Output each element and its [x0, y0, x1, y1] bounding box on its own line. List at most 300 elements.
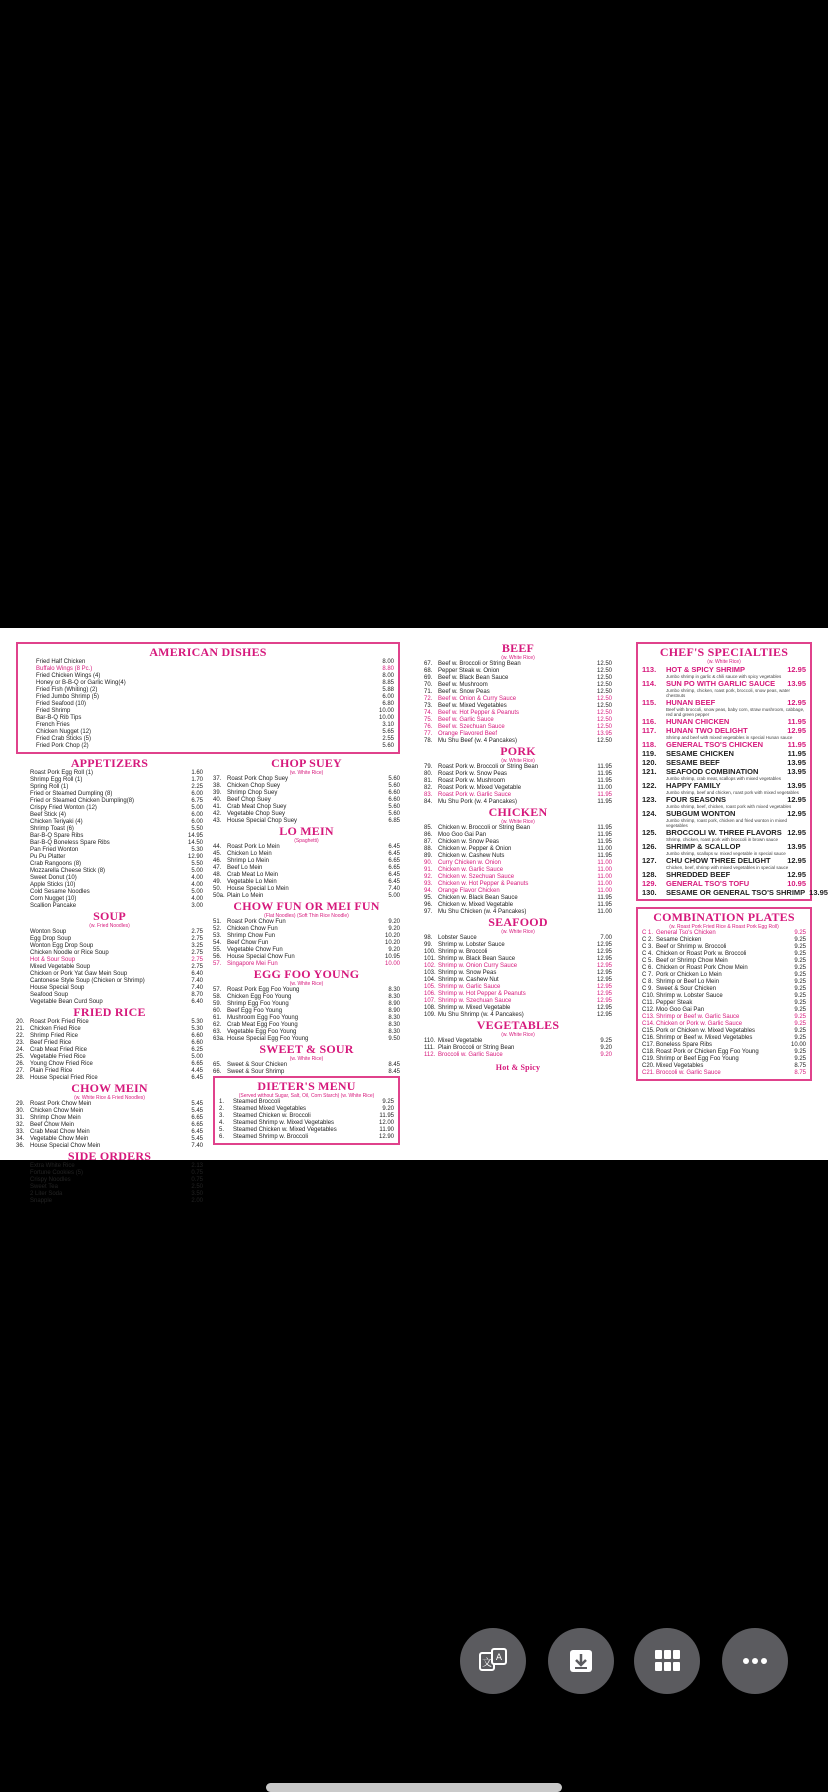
item-price: 6.00	[382, 694, 394, 700]
item-price: 5.00	[388, 893, 400, 899]
item-name: Shrimp w. Cashew Nut	[438, 977, 499, 983]
item-price: 3.00	[191, 903, 203, 909]
item-price: 6.45	[388, 844, 400, 850]
item-name: Shrimp w. Black Bean Sauce	[438, 956, 516, 962]
item-name: SUBGUM WONTON	[666, 809, 736, 818]
item-number	[22, 729, 36, 736]
item-number	[16, 978, 30, 985]
item-price: 5.60	[388, 776, 400, 782]
item-number: 55.	[213, 947, 222, 953]
item-name: Egg Drop Soup	[30, 936, 72, 942]
item-price: 6.85	[388, 818, 400, 824]
menu-item-row	[16, 1108, 203, 1115]
menu-item-row	[16, 929, 203, 936]
item-number: 118.	[642, 740, 657, 749]
item-name: Steamed Shrimp w. Broccoli	[233, 1134, 309, 1140]
item-name: Shrimp w. Lobster Sauce	[438, 942, 505, 948]
section-soup	[16, 910, 203, 1006]
item-price: 5.00	[191, 889, 203, 895]
item-name: HUNAN BEEF	[666, 698, 716, 707]
item-name: Beef Chow Fun	[227, 940, 269, 946]
menu-item-row	[22, 708, 394, 715]
item-number: C 8.	[642, 979, 654, 985]
svg-text:文: 文	[482, 1658, 492, 1669]
menu-item-row	[424, 778, 612, 785]
item-name: SESAME BEEF	[666, 758, 720, 767]
item-name: Beef Fried Rice	[30, 1040, 72, 1046]
item-price: 6.65	[191, 1061, 203, 1067]
menu-item-row	[213, 865, 400, 872]
section-american-dishes	[16, 642, 400, 754]
menu-item-row	[16, 943, 203, 950]
item-name: Cold Sesame Noodles	[30, 889, 90, 895]
item-name: Chicken or Roast Pork Chow Mein	[656, 965, 748, 971]
menu-item-row	[22, 701, 394, 708]
item-name: Mixed Vegetables	[656, 1063, 704, 1069]
item-name: Steamed Shrimp w. Mixed Vegetables	[233, 1120, 335, 1126]
menu-item-row	[424, 696, 612, 703]
item-price: 2.50	[191, 1184, 203, 1190]
item-name: Crab Meat Lo Mein	[227, 872, 279, 878]
menu-item-row	[424, 888, 612, 895]
section-title: APPETIZERS	[70, 756, 149, 770]
item-price: 8.30	[388, 987, 400, 993]
item-number: 99.	[424, 942, 433, 948]
item-name: Cantonese Style Soup (Chicken or Shrimp)	[30, 978, 145, 984]
item-number: 88.	[424, 846, 433, 852]
menu-item-row	[424, 860, 612, 867]
item-name: Chicken Egg Foo Young	[227, 994, 292, 1000]
item-number	[16, 854, 30, 861]
item-price: 5.00	[191, 805, 203, 811]
menu-item-row	[16, 868, 203, 875]
item-number: 59.	[213, 1001, 222, 1007]
item-name: Chicken or Pork w. Garlic Sauce	[656, 1021, 743, 1027]
menu-item-row	[213, 940, 400, 947]
item-name: Steamed Chicken w. Mixed Vegetables	[233, 1127, 337, 1133]
section-title: CHICKEN	[488, 805, 548, 819]
item-number: 37.	[213, 776, 222, 782]
item-name: Vegetable Fried Rice	[30, 1054, 86, 1060]
item-name: Crab Meat Chow Mein	[30, 1129, 90, 1135]
section-chicken	[424, 806, 612, 916]
item-name: Beef or Shrimp w. Broccoli	[656, 944, 727, 950]
item-name: Shrimp w. Onion Curry Sauce	[438, 963, 518, 969]
item-name: Shrimp or Beef w. Mixed Vegetables	[656, 1035, 753, 1041]
item-price: 9.20	[600, 1045, 612, 1051]
item-price: 6.60	[388, 797, 400, 803]
menu-item-row	[642, 679, 806, 688]
item-price: 12.95	[596, 956, 612, 962]
item-price: 3.25	[191, 943, 203, 949]
item-name: Vegetable Lo Mein	[227, 879, 277, 885]
item-name: Vegetable Chow Fun	[227, 947, 283, 953]
more-icon	[739, 1645, 771, 1677]
item-price: 12.50	[596, 668, 612, 674]
item-number: C18.	[642, 1049, 655, 1055]
menu-item-row	[642, 930, 806, 937]
item-price: 6.45	[388, 851, 400, 857]
menu-item-row	[642, 1000, 806, 1007]
menu-item-row	[642, 740, 806, 749]
item-number	[22, 666, 36, 673]
item-number: 73.	[424, 703, 433, 709]
item-name: Chicken Chow Fun	[227, 926, 278, 932]
item-price: 2.75	[191, 950, 203, 956]
item-price: 12.95	[787, 870, 806, 879]
item-name: Chicken w. Szechuan Sauce	[438, 874, 515, 880]
menu-item-row	[16, 819, 203, 826]
item-price: 5.45	[191, 1101, 203, 1107]
item-number: 78.	[424, 738, 433, 744]
item-name: Chicken Chow Mein	[30, 1108, 84, 1114]
item-name: Sweet & Sour Chicken	[227, 1062, 288, 1068]
item-price: 6.45	[388, 872, 400, 878]
menu-item-row	[213, 987, 400, 994]
item-number	[16, 812, 30, 819]
item-name: Sesame Chicken	[656, 937, 702, 943]
item-name: Roast Pork Egg Roll (1)	[30, 770, 94, 776]
item-number	[16, 840, 30, 847]
item-price: 12.95	[787, 828, 806, 837]
item-number: 60.	[213, 1008, 222, 1014]
item-price: 12.50	[596, 738, 612, 744]
item-number: 3.	[219, 1113, 225, 1119]
item-price: 11.00	[597, 888, 612, 894]
section-seafood	[424, 916, 612, 1019]
item-name: Bar-B-Q Spare Ribs	[30, 833, 84, 839]
item-number: 28.	[16, 1075, 25, 1081]
menu-item-row	[424, 731, 612, 738]
item-number: C 4.	[642, 951, 654, 957]
menu-item-row	[16, 1122, 203, 1129]
item-name: Beef w. Snow Peas	[438, 689, 490, 695]
item-number	[16, 882, 30, 889]
item-price: 7.40	[191, 1143, 203, 1149]
item-price: 2.25	[191, 784, 203, 790]
item-description: Shrimp, chicken, roast pork with broccoli in brown sauce	[666, 837, 779, 842]
item-name: Shrimp or Beef Egg Foo Young	[656, 1056, 739, 1062]
item-description: Jumbo shrimp, roast pork, chicken and fried wonton in mixed vegetables	[666, 818, 788, 828]
item-price: 11.00	[597, 846, 612, 852]
item-name: Curry Chicken w. Onion	[438, 860, 502, 866]
item-name: Mu Shu Pork (w. 4 Pancakes)	[438, 799, 518, 805]
download-icon	[565, 1645, 597, 1677]
menu-item-row	[424, 785, 612, 792]
item-number: 75.	[424, 717, 433, 723]
item-description: Jumbo shrimp, scallops w. mixed vegetable in special sauce	[666, 851, 786, 856]
item-name: Mu Shu Shrimp (w. 4 Pancakes)	[438, 1012, 524, 1018]
menu-item-row	[16, 812, 203, 819]
item-number	[16, 784, 30, 791]
download-button[interactable]	[548, 1628, 614, 1694]
item-price: 0.75	[191, 1177, 203, 1183]
item-number: 47.	[213, 865, 222, 871]
item-name: SHRIMP & SCALLOP	[666, 842, 741, 851]
item-name: Chicken w. Black Bean Sauce	[438, 895, 518, 901]
item-number: 62.	[213, 1022, 222, 1028]
item-number: 128.	[642, 870, 657, 879]
menu-item-row	[213, 811, 400, 818]
item-number: 33.	[16, 1129, 25, 1135]
menu-item-row	[642, 972, 806, 979]
item-name: Chicken Nugget (12)	[36, 729, 92, 735]
item-number	[22, 659, 36, 666]
menu-item-row	[213, 1069, 400, 1076]
section-beef	[424, 642, 612, 745]
item-price: 12.95	[596, 1012, 612, 1018]
translate-button[interactable]	[460, 1628, 526, 1694]
item-name: House Special Lo Mein	[227, 886, 289, 892]
item-number: 69.	[424, 675, 433, 681]
menu-item-row	[424, 703, 612, 710]
item-number: 57.	[213, 961, 222, 967]
item-name: Shrimp w. Snow Peas	[438, 970, 497, 976]
item-price: 5.60	[382, 743, 394, 749]
menu-item-row	[22, 722, 394, 729]
item-name: Beef w. Mushroom	[438, 682, 488, 688]
item-number	[16, 950, 30, 957]
item-price: 6.00	[191, 819, 203, 825]
item-name: Chicken Fried Rice	[30, 1026, 81, 1032]
section-subtitle: (w. White Rice)	[501, 819, 535, 825]
section-subtitle: (Flat Noodles) (Soft Thin Rice Noodle)	[264, 913, 349, 919]
item-price: 4.00	[191, 882, 203, 888]
item-number	[22, 708, 36, 715]
item-price: 13.95	[787, 679, 806, 688]
item-price: 8.30	[388, 1015, 400, 1021]
item-number: C 2.	[642, 937, 654, 943]
menu-item-row	[213, 851, 400, 858]
item-name: Boneless Spare Ribs	[656, 1042, 713, 1048]
item-name: SUN PO WITH GARLIC SAUCE	[666, 679, 776, 688]
menu-item-row	[213, 879, 400, 886]
menu-item-row	[424, 832, 612, 839]
menu-item-row	[424, 792, 612, 799]
menu-item-row	[642, 1070, 806, 1077]
section-title: FRIED RICE	[73, 1005, 146, 1019]
hot-spicy-legend: Hot & Spicy	[495, 1063, 541, 1072]
item-price: 6.75	[191, 798, 203, 804]
item-price: 9.25	[794, 1028, 806, 1034]
menu-item-row	[22, 666, 394, 673]
item-price: 12.95	[787, 665, 806, 674]
menu-item-row	[16, 992, 203, 999]
item-number	[16, 896, 30, 903]
menu-item-row	[642, 879, 806, 888]
item-number: C10.	[642, 993, 655, 999]
menu-item-row	[219, 1113, 394, 1120]
item-price: 6.40	[191, 999, 203, 1005]
item-price: 12.50	[596, 724, 612, 730]
menu-item-row	[424, 846, 612, 853]
menu-item-row	[642, 1063, 806, 1070]
item-name: BROCCOLI W. THREE FLAVORS	[666, 828, 782, 837]
item-number: 5.	[219, 1127, 225, 1133]
item-price: 11.00	[597, 881, 612, 887]
item-name: Fried Pork Chop (2)	[36, 743, 89, 749]
item-number: C13.	[642, 1014, 655, 1020]
item-price: 14.95	[187, 833, 203, 839]
item-name: Mixed Vegetable Soup	[30, 964, 91, 970]
item-name: SESAME CHICKEN	[666, 749, 734, 758]
section-subtitle: (w. White Rice)	[501, 1032, 535, 1038]
item-name: Steamed Broccoli	[233, 1099, 281, 1105]
item-name: Sweet & Sour Shrimp	[227, 1069, 285, 1075]
apps-button[interactable]	[634, 1628, 700, 1694]
item-price: 9.20	[388, 947, 400, 953]
item-name: Pepper Steak w. Onion	[438, 668, 500, 674]
item-price: 11.95	[597, 792, 612, 798]
item-number: 101.	[424, 956, 436, 962]
item-number: 4.	[219, 1120, 225, 1126]
menu-item-row	[424, 991, 612, 998]
item-price: 7.40	[191, 978, 203, 984]
menu-item-row	[642, 965, 806, 972]
item-price: 9.25	[794, 1049, 806, 1055]
item-number: C20.	[642, 1063, 655, 1069]
item-name: Beef Lo Mein	[227, 865, 263, 871]
item-number: 29.	[16, 1101, 25, 1107]
item-price: 11.95	[597, 778, 612, 784]
menu-item-row	[642, 1007, 806, 1014]
item-number	[22, 701, 36, 708]
item-name: Shrimp w. Mixed Vegetable	[438, 1005, 511, 1011]
item-price: 5.65	[382, 729, 394, 735]
item-number: 27.	[16, 1068, 25, 1074]
item-price: 9.25	[794, 972, 806, 978]
menu-item-row	[213, 872, 400, 879]
menu-item-row	[16, 936, 203, 943]
item-number: 124.	[642, 809, 657, 818]
menu-item-row	[16, 833, 203, 840]
item-number: 107.	[424, 998, 436, 1004]
item-name: Shrimp w. Szechuan Sauce	[438, 998, 512, 1004]
item-number	[16, 1177, 30, 1184]
item-price: 9.25	[794, 930, 806, 936]
item-name: Broccoli w. Garlic Sauce	[656, 1070, 721, 1076]
item-price: 9.20	[600, 1052, 612, 1058]
menu-item-row	[16, 1101, 203, 1108]
item-name: SEAFOOD COMBINATION	[666, 767, 759, 776]
item-name: Chicken w. Garlic Sauce	[438, 867, 504, 873]
menu-item-row	[16, 1184, 203, 1191]
item-name: Spring Roll (1)	[30, 784, 69, 790]
item-name: Chicken w. Broccoli or String Bean	[438, 825, 531, 831]
item-name: Pork or Chicken w. Mixed Vegetables	[656, 1028, 756, 1034]
menu-item-row	[642, 937, 806, 944]
item-number: 79.	[424, 764, 433, 770]
item-number	[16, 868, 30, 875]
item-number: 117.	[642, 726, 657, 735]
item-name: House Special Chop Suey	[227, 818, 298, 824]
item-description: Jumbo shrimp, crab meat, scallops with mixed vegetables	[666, 776, 782, 781]
section-title: CHOP SUEY	[271, 756, 342, 770]
item-name: Bar-B-Q Boneless Spare Ribs	[30, 840, 110, 846]
item-number: 89.	[424, 853, 433, 859]
home-indicator[interactable]	[266, 1783, 562, 1792]
item-price: 12.95	[596, 984, 612, 990]
item-name: Wonton Soup	[30, 929, 67, 935]
item-number: 52.	[213, 926, 222, 932]
item-name: Steamed Chicken w. Broccoli	[233, 1113, 311, 1119]
item-price: 3.10	[382, 722, 394, 728]
item-price: 8.30	[388, 1029, 400, 1035]
item-number: 2.	[219, 1106, 225, 1112]
menu-item-row	[16, 971, 203, 978]
more-button[interactable]	[722, 1628, 788, 1694]
menu-item-row	[642, 749, 806, 758]
item-number: 61.	[213, 1015, 222, 1021]
item-price: 9.25	[794, 1014, 806, 1020]
item-name: SESAME OR GENERAL TSO'S SHRIMP	[666, 888, 806, 897]
section-title: SEAFOOD	[488, 915, 548, 929]
item-price: 8.90	[388, 1008, 400, 1014]
menu-item-row	[424, 998, 612, 1005]
item-price: 6.25	[191, 1047, 203, 1053]
item-number: 90.	[424, 860, 433, 866]
item-price: 9.25	[794, 979, 806, 985]
item-number: C 1.	[642, 930, 654, 936]
menu-item-row	[424, 902, 612, 909]
item-price: 13.95	[596, 731, 612, 737]
item-price: 9.20	[382, 1106, 394, 1112]
item-price: 2.00	[191, 1198, 203, 1204]
item-price: 9.25	[794, 993, 806, 999]
item-name: Vegetable Chop Suey	[227, 811, 286, 817]
item-price: 6.60	[388, 790, 400, 796]
item-number: 111.	[424, 1045, 435, 1051]
item-price: 2.75	[191, 964, 203, 970]
item-number	[16, 798, 30, 805]
menu-item-row	[22, 694, 394, 701]
menu-item-row	[16, 889, 203, 896]
item-name: House Special Egg Foo Young	[227, 1036, 309, 1042]
menu-item-row	[16, 1191, 203, 1198]
section-chefs-specialties	[636, 642, 828, 901]
item-name: Shrimp w. Garlic Sauce	[438, 984, 501, 990]
item-number	[16, 957, 30, 964]
item-number	[22, 722, 36, 729]
item-number: 32.	[16, 1122, 25, 1128]
item-price: 9.25	[794, 1007, 806, 1013]
item-price: 12.50	[596, 689, 612, 695]
menu-item-row	[16, 854, 203, 861]
item-name: Crab Meat Egg Foo Young	[227, 1022, 298, 1028]
menu-item-row	[642, 781, 806, 790]
item-number	[22, 743, 36, 750]
item-price: 5.45	[191, 1136, 203, 1142]
item-price: 9.25	[794, 951, 806, 957]
item-number: C16.	[642, 1035, 655, 1041]
item-name: HAPPY FAMILY	[666, 781, 721, 790]
menu-item-row	[642, 828, 806, 837]
item-number: 48.	[213, 872, 222, 878]
menu-item-row	[642, 979, 806, 986]
item-price: 11.00	[597, 874, 612, 880]
menu-item-row	[424, 970, 612, 977]
item-price: 13.95	[787, 758, 806, 767]
item-price: 12.90	[378, 1134, 394, 1140]
item-price: 5.50	[191, 861, 203, 867]
menu-item-row	[213, 926, 400, 933]
item-name: Mu Shu Beef (w. 4 Pancakes)	[438, 738, 518, 744]
item-number: 49.	[213, 879, 222, 885]
menu-item-row	[424, 963, 612, 970]
menu-item-row	[424, 1038, 612, 1045]
item-number: 34.	[16, 1136, 25, 1142]
menu-item-row	[642, 986, 806, 993]
